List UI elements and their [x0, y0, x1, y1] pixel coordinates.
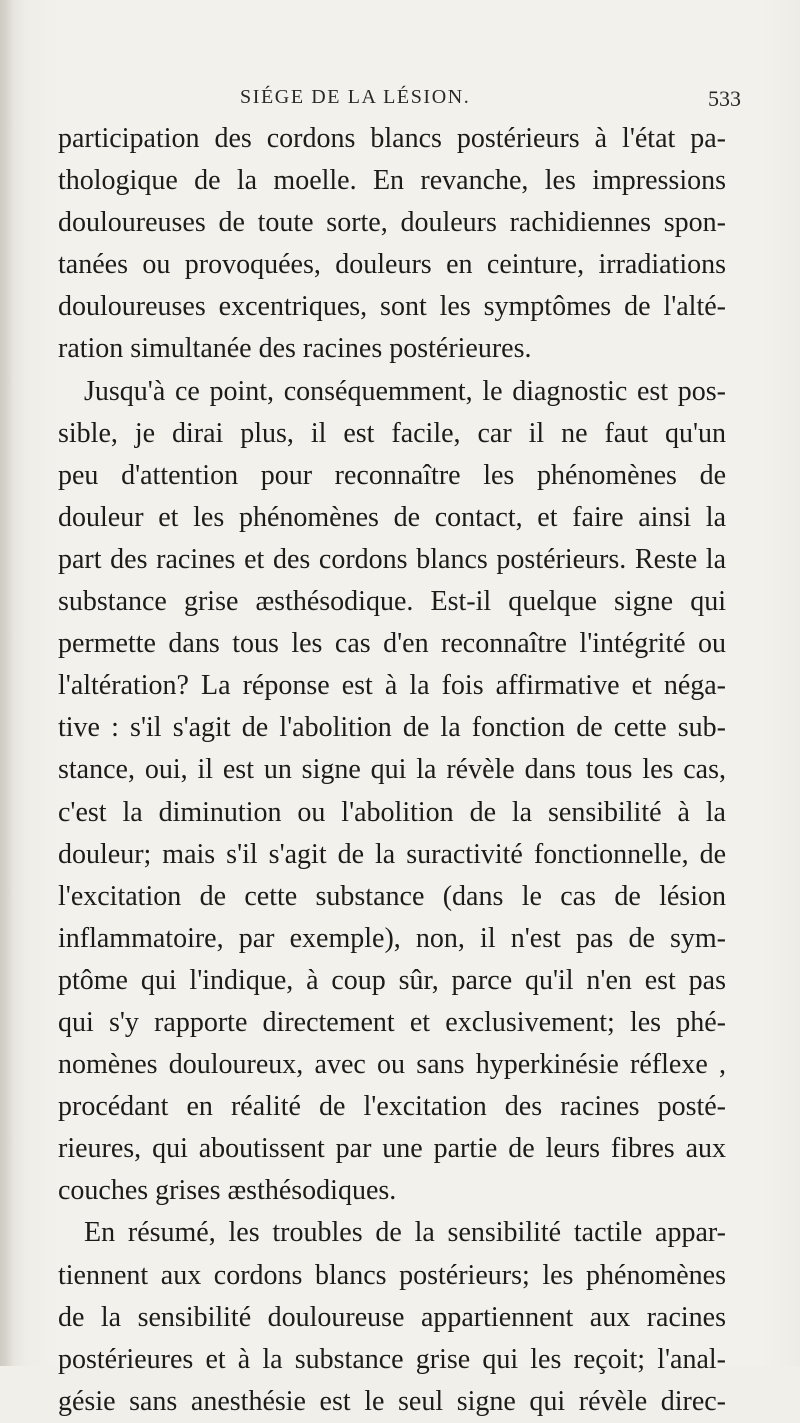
- text-line: douloureuses de toute sorte, douleurs rachidiennes spon-: [58, 207, 726, 239]
- text-line: gésie sans anesthésie est le seul signe qui révèle direc-: [58, 1385, 726, 1417]
- running-title: SIÉGE DE LA LÉSION.: [240, 86, 471, 108]
- text-line: substance grise æsthésodique. Est-il quelque signe qui: [58, 586, 726, 618]
- text-line: l'altération? La réponse est à la fois affirmative et néga-: [58, 670, 726, 702]
- text-line: rieures, qui aboutissent par une partie de leurs fibres aux: [58, 1133, 726, 1165]
- text-line: douleur et les phénomènes de contact, et faire ainsi la: [58, 501, 726, 533]
- text-line: de la sensibilité douloureuse appartiennent aux racines: [58, 1301, 726, 1333]
- text-line: tive : s'il s'agit de l'abolition de la fonction de cette sub-: [58, 712, 726, 744]
- text-line: postérieures et à la substance grise qui les reçoit; l'anal-: [58, 1343, 726, 1375]
- text-line: douloureuses excentriques, sont les symptômes de l'alté-: [58, 291, 726, 323]
- text-line: sible, je dirai plus, il est facile, car il ne faut qu'un: [58, 417, 726, 449]
- text-line: tiennent aux cordons blancs postérieurs; les phénomènes: [58, 1259, 726, 1291]
- text-line: participation des cordons blancs postérieurs à l'état pa-: [58, 123, 726, 154]
- text-line: douleur; mais s'il s'agit de la suractivité fonctionnelle, de: [58, 838, 726, 870]
- text-line: ptôme qui l'indique, à coup sûr, parce qu'il n'en est pas: [58, 964, 726, 996]
- page-number: 533: [708, 86, 741, 111]
- text-line: thologique de la moelle. En revanche, les impressions: [58, 165, 726, 197]
- body-text: [58, 118, 726, 1423]
- text-line: inflammatoire, par exemple), non, il n'est pas de sym-: [58, 922, 726, 954]
- text-line: stance, oui, il est un signe qui la révèle dans tous les cas,: [58, 754, 726, 786]
- text-line: procédant en réalité de l'excitation des racines posté-: [58, 1091, 726, 1123]
- text-line: qui s'y rapporte directement et exclusivement; les phé-: [58, 1006, 726, 1038]
- text-line: c'est la diminution ou l'abolition de la sensibilité à la: [58, 796, 726, 828]
- text-line: ration simultanée des racines postérieures.: [58, 333, 532, 365]
- paragraph-start-line: Jusqu'à ce point, conséquemment, le diagnostic est pos-: [84, 375, 726, 407]
- text-line: permette dans tous les cas d'en reconnaître l'intégrité ou: [58, 628, 726, 660]
- text-line: nomènes douloureux, avec ou sans hyperkinésie réflexe ,: [58, 1049, 726, 1081]
- text-line: peu d'attention pour reconnaître les phénomènes de: [58, 459, 726, 491]
- paragraph-start-line: En résumé, les troubles de la sensibilité tactile appar-: [84, 1217, 726, 1249]
- running-head: [0, 86, 800, 116]
- text-line: part des racines et des cordons blancs postérieurs. Reste la: [58, 543, 726, 575]
- binding-shadow: [0, 0, 14, 1366]
- text-line: tanées ou provoquées, douleurs en ceinture, irradiations: [58, 249, 726, 281]
- text-line: l'excitation de cette substance (dans le cas de lésion: [58, 880, 726, 912]
- text-line: couches grises æsthésodiques.: [58, 1175, 397, 1207]
